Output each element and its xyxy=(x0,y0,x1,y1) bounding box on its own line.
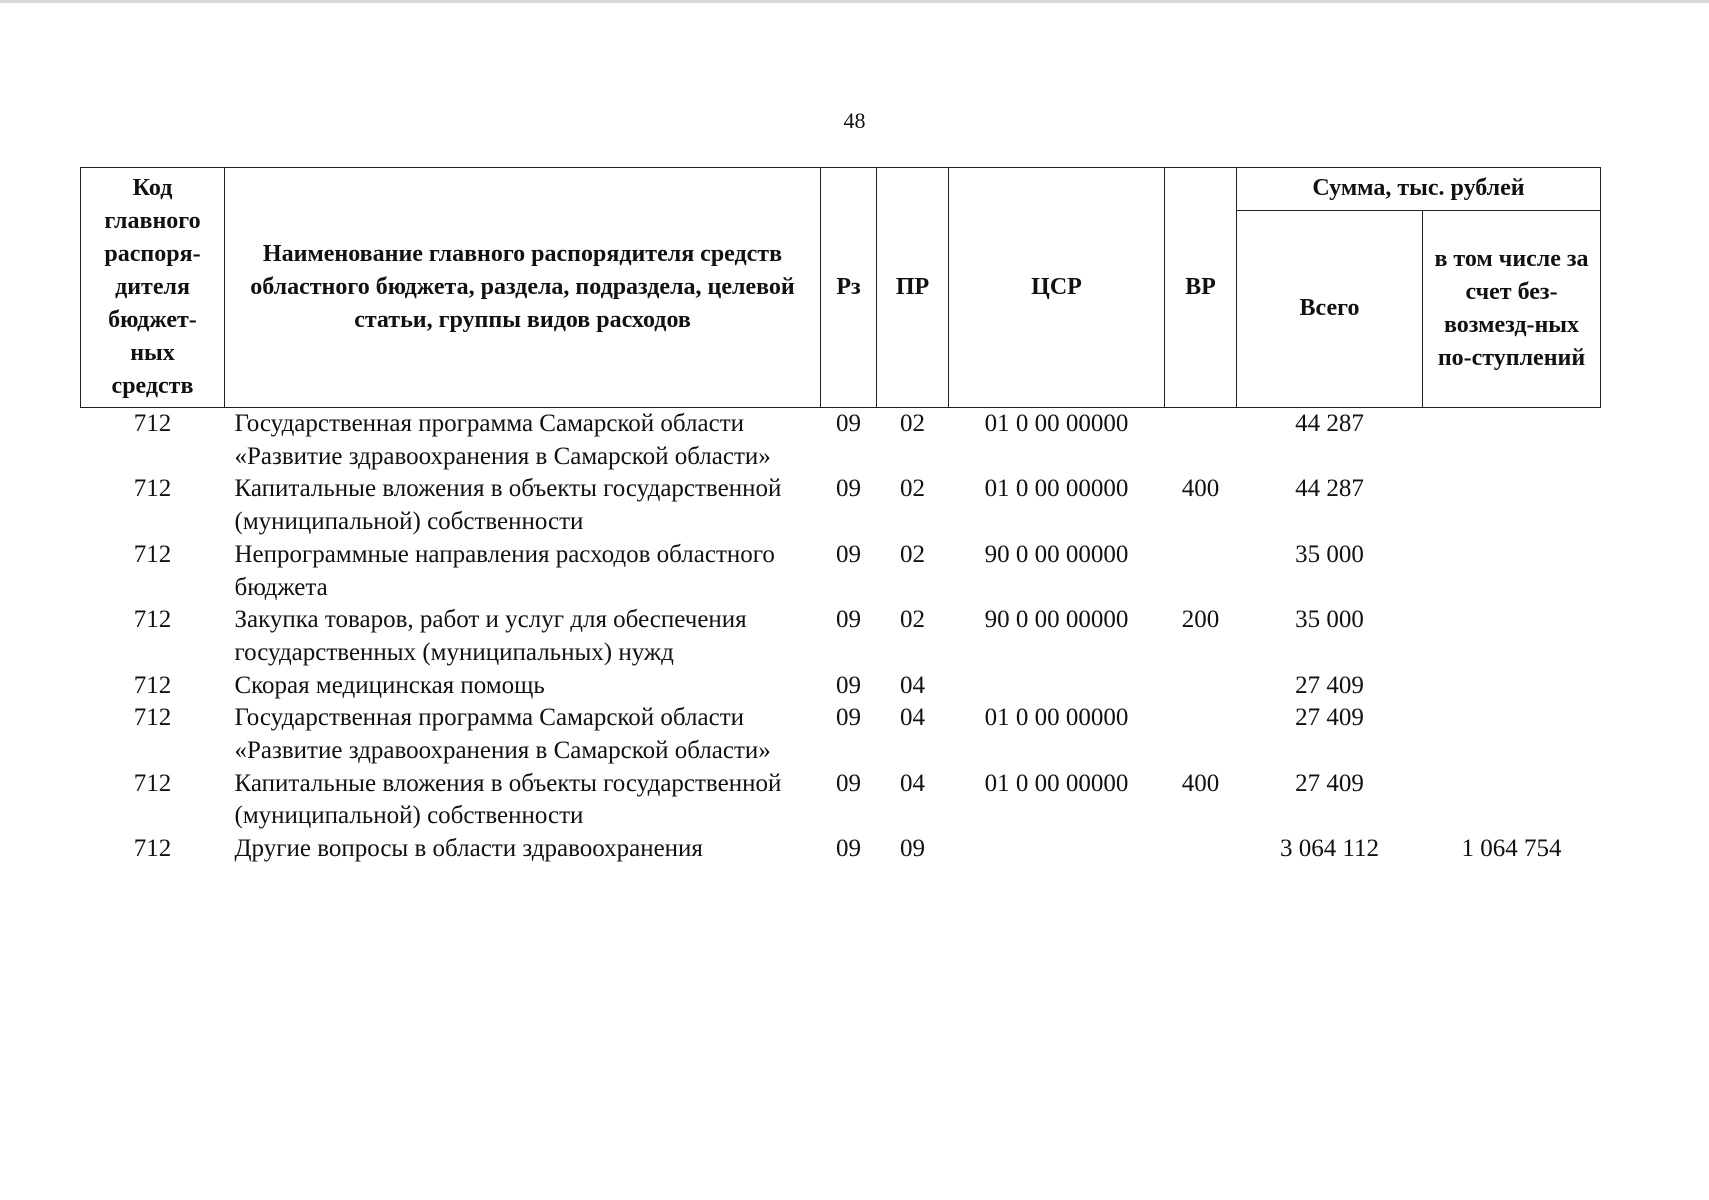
cell-free xyxy=(1423,670,1601,703)
cell-free xyxy=(1423,702,1601,767)
table-header xyxy=(81,168,1601,408)
cell-name: Государственная программа Самарской области «Развитие здравоохранения в Самарской области» xyxy=(234,410,771,470)
header-free: в том числе за счет без-возмезд-ных по-ступлений xyxy=(1423,210,1601,407)
header-name: Наименование главного распорядителя средств областного бюджета, раздела, подраздела, целевой статьи, группы видов расходов xyxy=(225,168,821,408)
cell-vr: 200 xyxy=(1181,606,1220,634)
cell-vr: 400 xyxy=(1181,475,1220,503)
cell-total: 35 000 xyxy=(1295,540,1364,568)
cell-total: 27 409 xyxy=(1295,671,1364,699)
cell-vr xyxy=(1165,539,1237,604)
header-rz: Рз xyxy=(821,168,877,408)
cell-csr: 01 0 00 00000 xyxy=(984,410,1129,437)
cell-pr: 04 xyxy=(900,769,925,797)
cell-csr: 90 0 00 00000 xyxy=(984,540,1129,568)
cell-vr xyxy=(1165,702,1237,767)
table-row xyxy=(81,702,1601,767)
cell-total: 3 064 112 xyxy=(1279,835,1380,863)
table-row xyxy=(81,539,1601,604)
cell-rz: 09 xyxy=(836,540,861,568)
cell-code: 712 xyxy=(133,475,172,503)
cell-free: 1 064 754 xyxy=(1461,835,1562,863)
cell-name: Непрограммные направления расходов областного бюджета xyxy=(234,540,775,601)
cell-pr: 02 xyxy=(900,606,925,634)
header-total: Всего xyxy=(1237,210,1423,407)
cell-free xyxy=(1423,473,1601,538)
header-sum-group: Сумма, тыс. рублей xyxy=(1237,168,1601,211)
cell-code: 712 xyxy=(133,606,172,634)
table-row xyxy=(81,408,1601,474)
header-code: Код главного распоря-дителя бюджет-ных средств xyxy=(81,168,225,408)
cell-name: Капитальные вложения в объекты государственной (муниципальной) собственности xyxy=(234,475,782,536)
cell-free xyxy=(1423,604,1601,669)
cell-pr: 04 xyxy=(900,704,925,732)
cell-csr: 01 0 00 00000 xyxy=(984,475,1129,503)
cell-vr xyxy=(1165,408,1237,474)
table-row xyxy=(81,604,1601,669)
scan-top-edge xyxy=(0,0,1709,3)
cell-code: 712 xyxy=(133,410,172,437)
cell-pr: 02 xyxy=(900,540,925,568)
table-body xyxy=(81,408,1601,866)
cell-csr: 01 0 00 00000 xyxy=(984,769,1129,797)
header-csr: ЦСР xyxy=(949,168,1165,408)
page-number: 48 xyxy=(843,108,866,133)
cell-rz: 09 xyxy=(836,769,861,797)
cell-csr xyxy=(949,670,1165,703)
cell-csr: 01 0 00 00000 xyxy=(984,704,1129,732)
cell-rz: 09 xyxy=(836,475,861,503)
header-pr: ПР xyxy=(877,168,949,408)
cell-rz: 09 xyxy=(836,410,861,437)
cell-vr: 400 xyxy=(1181,769,1220,797)
cell-code: 712 xyxy=(133,704,172,732)
cell-pr: 09 xyxy=(900,835,925,863)
table-row xyxy=(81,473,1601,538)
cell-total: 44 287 xyxy=(1295,475,1364,503)
cell-total: 27 409 xyxy=(1295,769,1364,797)
cell-name: Государственная программа Самарской области «Развитие здравоохранения в Самарской области» xyxy=(234,704,771,765)
cell-total: 27 409 xyxy=(1295,704,1364,732)
cell-name: Другие вопросы в области здравоохранения xyxy=(234,835,703,863)
cell-code: 712 xyxy=(133,540,172,568)
cell-free xyxy=(1423,539,1601,604)
cell-csr: 90 0 00 00000 xyxy=(984,606,1129,634)
cell-code: 712 xyxy=(133,769,172,797)
cell-pr: 02 xyxy=(900,475,925,503)
cell-free xyxy=(1423,408,1601,474)
cell-rz: 09 xyxy=(836,835,861,863)
cell-free xyxy=(1423,768,1601,833)
cell-pr: 04 xyxy=(900,671,925,699)
cell-total: 44 287 xyxy=(1295,410,1364,437)
budget-table xyxy=(80,167,1601,866)
cell-code: 712 xyxy=(133,835,172,863)
table-row xyxy=(81,833,1601,866)
cell-pr: 02 xyxy=(900,410,925,437)
cell-rz: 09 xyxy=(836,606,861,634)
header-vr: ВР xyxy=(1165,168,1237,408)
cell-rz: 09 xyxy=(836,671,861,699)
table-row xyxy=(81,670,1601,703)
table-row xyxy=(81,768,1601,833)
cell-name: Капитальные вложения в объекты государственной (муниципальной) собственности xyxy=(234,769,782,830)
cell-code: 712 xyxy=(133,671,172,699)
cell-rz: 09 xyxy=(836,704,861,732)
cell-total: 35 000 xyxy=(1295,606,1364,634)
cell-vr xyxy=(1165,670,1237,703)
cell-csr xyxy=(949,833,1165,866)
cell-vr xyxy=(1165,833,1237,866)
cell-name: Скорая медицинская помощь xyxy=(234,671,545,699)
cell-name: Закупка товаров, работ и услуг для обеспечения государственных (муниципальных) нужд xyxy=(234,606,747,666)
